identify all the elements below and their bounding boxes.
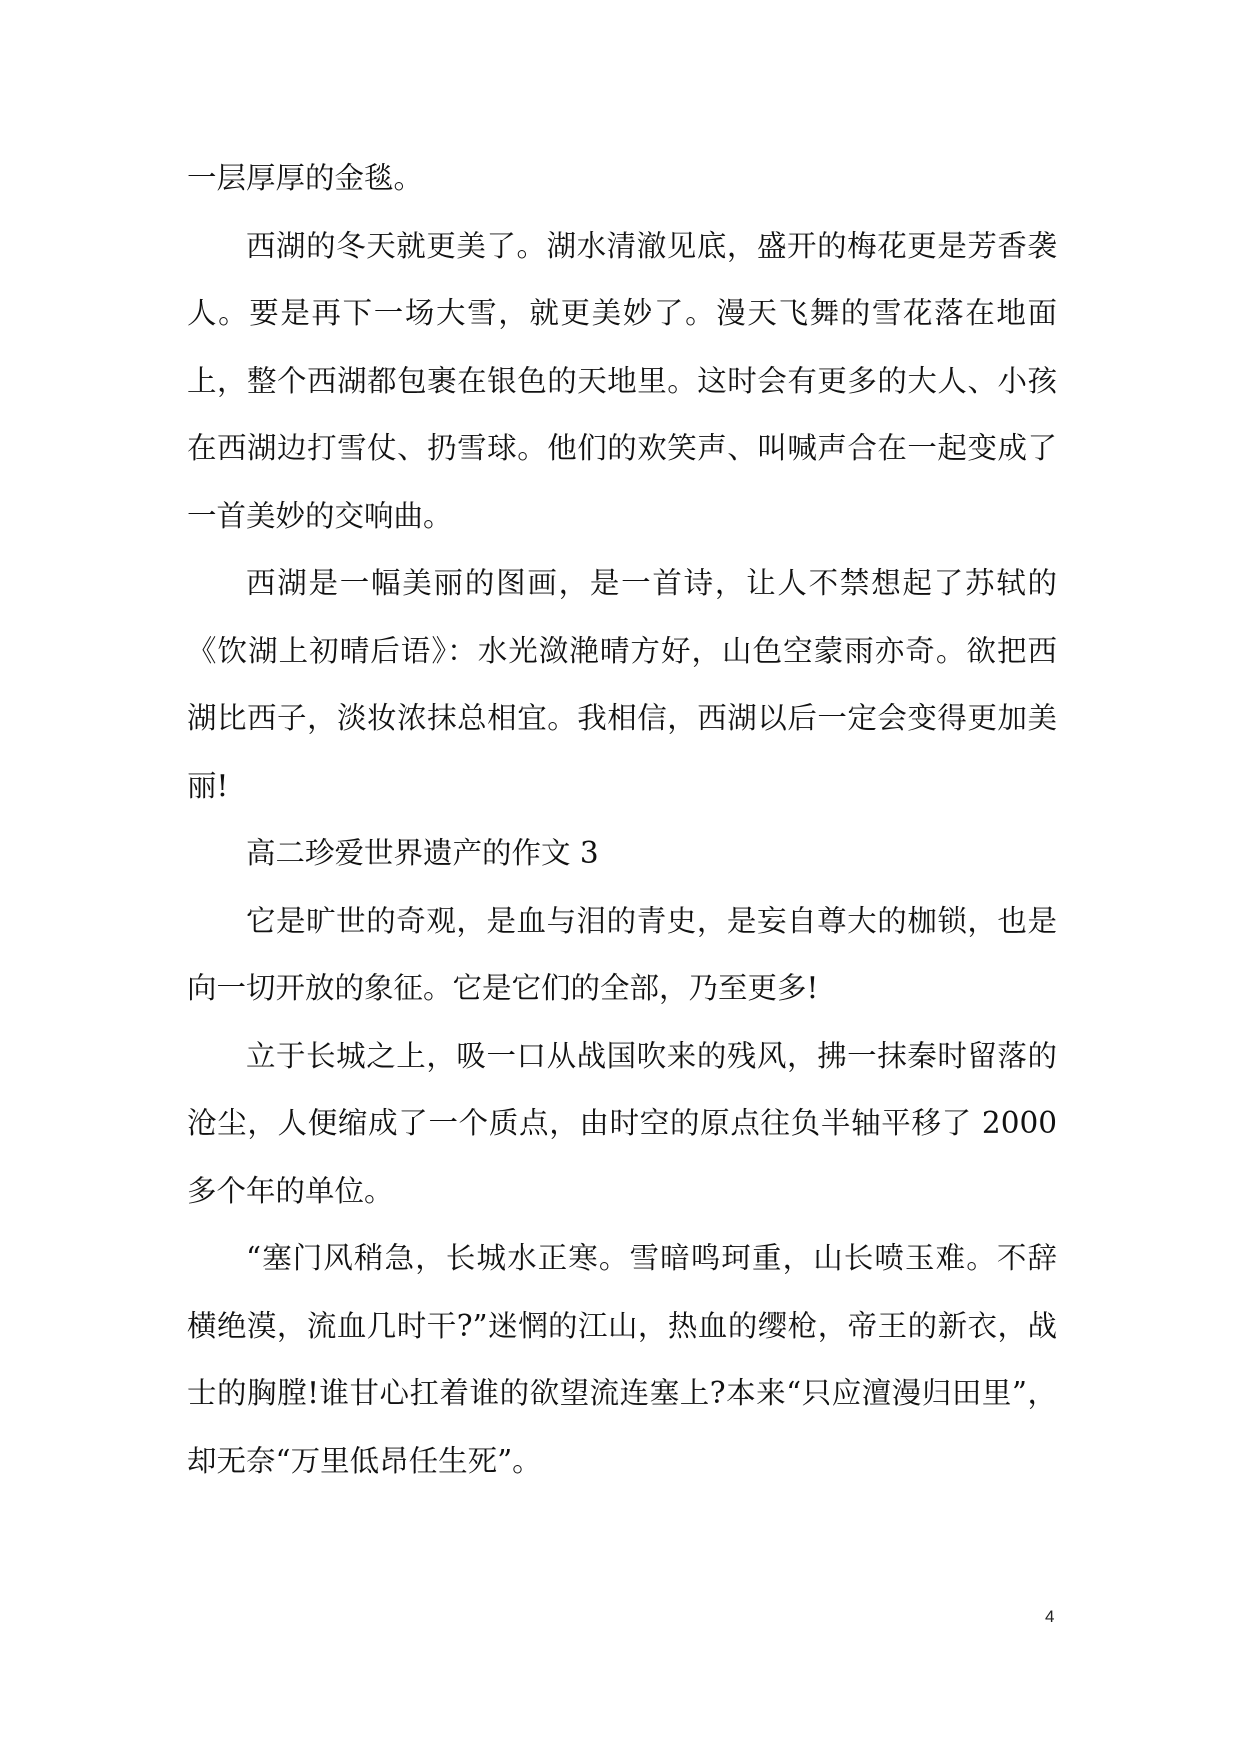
section-title: 高二珍爱世界遗产的作文 3 bbox=[246, 836, 599, 870]
page-number: 4 bbox=[1045, 1607, 1055, 1626]
paragraph-winter: 西湖的冬天就更美了。湖水清澈见底，盛开的梅花更是芳香袭人。要是再下一场大雪，就更美妙了。漫天飞舞的雪花落在地面上，整个西湖都包裹在银色的天地里。这时会有更多的大人、小孩在西湖边打雪仗、扔雪球。他们的欢笑声、叫喊声合在一起变成了一首美妙的交响曲。 bbox=[187, 228, 1057, 533]
paragraph-great-wall-poem: “塞门风稍急，长城水正寒。雪暗鸣珂重，山长喷玉难。不辞横绝漠，流血几时干?”迷惘的江山，热血的缨枪，帝王的新衣，战士的胸膛!谁甘心扛着谁的欲望流连塞上?本来“只应澶漫归田里”，却无奈“万里低昂任生死”。 bbox=[187, 1241, 1057, 1478]
paragraph-continuation: 一层厚厚的金毯。 bbox=[187, 161, 424, 195]
document-body bbox=[187, 145, 1057, 1495]
paragraph-great-wall-intro: 它是旷世的奇观，是血与泪的青史，是妄自尊大的枷锁，也是向一切开放的象征。它是它们的全部，乃至更多! bbox=[187, 903, 1057, 1005]
paragraph-poem: 西湖是一幅美丽的图画，是一首诗，让人不禁想起了苏轼的《饮湖上初晴后语》：水光潋滟晴方好，山色空蒙雨亦奇。欲把西湖比西子，淡妆浓抹总相宜。我相信，西湖以后一定会变得更加美丽! bbox=[187, 566, 1057, 803]
paragraph-great-wall-standing: 立于长城之上，吸一口从战国吹来的残风，拂一抹秦时留落的沧尘，人便缩成了一个质点，由时空的原点往负半轴平移了 2000 多个年的单位。 bbox=[187, 1038, 1057, 1208]
